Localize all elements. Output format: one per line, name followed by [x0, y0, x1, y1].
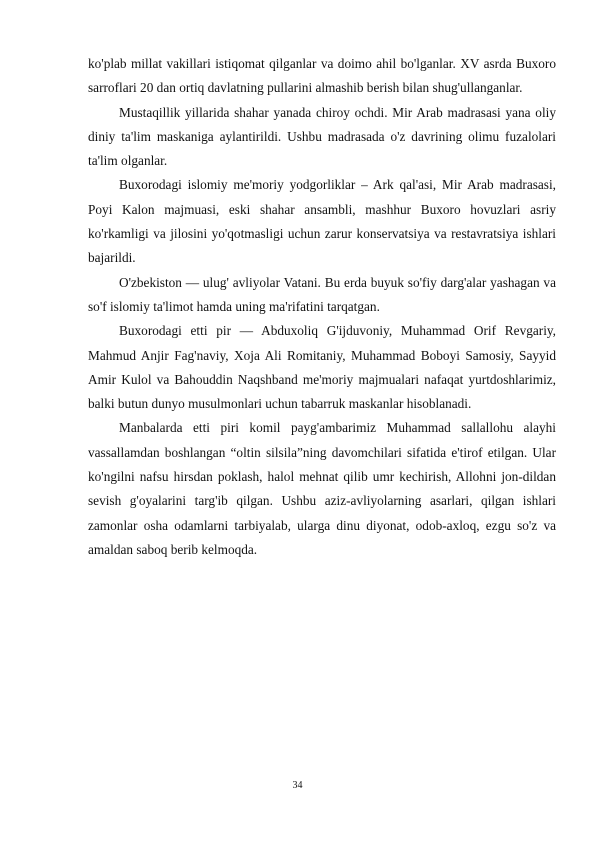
- paragraph: Mustaqillik yillarida shahar yanada chiroy ochdi. Mir Arab madrasasi yana oliy diniy ta'lim maskaniga aylantirildi. Ushbu madrasada o'z davrining olimu fuzalolari ta'lim olganlar.: [88, 104, 556, 169]
- paragraph: Manbalarda etti piri komil payg'ambarimiz Muhammad sallallohu alayhi vassallamdan boshlangan “oltin silsila”ning davomchilari sifatida e'tirof etilgan. Ular ko'ngilni nafsu hirsdan poklash, halol mehnat qilib umr kechirish, Allohni jon-dildan sevish g'oyalarini targ'ib qilgan. Ushbu aziz-avliyolarning asarlari, qilgan ishlari zamonlar osha odamlarni tarbiyalab, ularga dinu diyonat, odob-axloq, ezgu so'z va amaldan saboq berib kelmoqda.: [88, 420, 556, 557]
- paragraph: O'zbekiston — ulug' avliyolar Vatani. Bu erda buyuk so'fiy darg'alar yashagan va so'f islomiy ta'limot hamda uning ma'rifatini tarqatgan.: [88, 274, 556, 314]
- paragraph-continuation: ko'plab millat vakillari istiqomat qilganlar va doimo ahil bo'lganlar. XV asrda Buxoro sarroflari 20 dan ortiq davlatning pullarini almashib berish bilan shug'ullanganlar.: [88, 56, 556, 96]
- paragraph: Buxorodagi etti pir — Abduxoliq G'ijduvoniy, Muhammad Orif Revgariy, Mahmud Anjir Fag'naviy, Xoja Ali Romitaniy, Muhammad Boboyi Samosiy, Sayyid Amir Kulol va Bahouddin Naqshband me'moriy majmualari nafaqat yurtdoshlarimiz, balki butun dunyo musulmonlari uchun tabarruk maskanlar hisoblanadi.: [88, 323, 556, 412]
- body-text: [88, 52, 556, 562]
- paragraph: Buxorodagi islomiy me'moriy yodgorliklar – Ark qal'asi, Mir Arab madrasasi, Poyi Kalon majmuasi, eski shahar ansambli, mashhur Buxoro hovuzlari asriy ko'rkamligi va jilosini yo'qotmasligi uchun zarur konservatsiya va restavratsiya ishlari bajarildi.: [88, 177, 556, 266]
- page-number: 34: [292, 780, 303, 791]
